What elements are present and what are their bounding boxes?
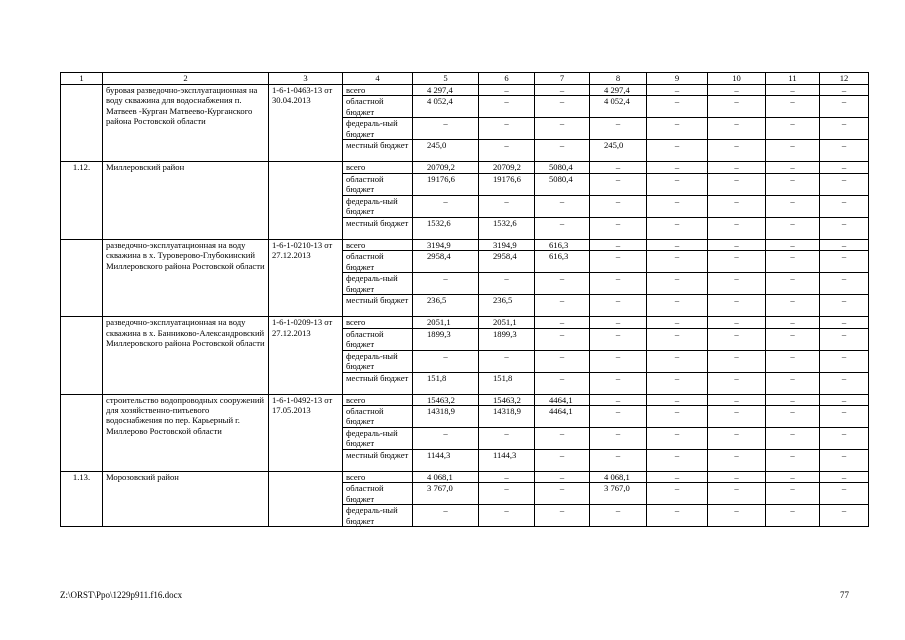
amount-cell: – [590,350,647,372]
amount-cell: – [820,450,869,472]
amount-cell: – [820,118,869,140]
amount-cell: – [590,406,647,428]
amount-cell: – [590,239,647,250]
amount-cell: – [590,173,647,195]
amount-cell: – [766,140,820,162]
amount-cell: 3194,9 [479,239,535,250]
amount-cell: 1899,3 [413,328,479,350]
amount-cell: 14318,9 [479,406,535,428]
document-code: 1-6-1-0210-13 от 27.12.2013 [269,239,343,316]
amount-cell: – [590,328,647,350]
column-header: 9 [647,73,708,85]
amount-cell: – [766,118,820,140]
amount-cell: – [479,140,535,162]
amount-cell: 4 052,4 [590,96,647,118]
amount-cell: 14318,9 [413,406,479,428]
amount-cell: – [413,505,479,527]
amount-cell: 19176,6 [479,173,535,195]
budget-total-label: всего [343,317,413,328]
amount-cell: – [708,406,766,428]
amount-cell: – [647,118,708,140]
amount-cell: – [535,140,590,162]
table-row [61,85,869,96]
amount-cell: 4 297,4 [590,85,647,96]
table-body [61,73,869,527]
amount-cell: – [766,162,820,173]
amount-cell: 5080,4 [535,162,590,173]
amount-cell: – [766,273,820,295]
budget-federal-label: федераль-ный бюджет [343,350,413,372]
amount-cell: 1899,3 [479,328,535,350]
amount-cell: – [766,173,820,195]
amount-cell: – [590,217,647,239]
item-number [61,85,103,162]
column-header: 6 [479,73,535,85]
amount-cell: – [535,472,590,483]
amount-cell: 236,5 [413,295,479,317]
amount-cell: – [708,195,766,217]
amount-cell: – [766,217,820,239]
amount-cell: – [647,472,708,483]
amount-cell: – [820,239,869,250]
amount-cell: – [647,428,708,450]
amount-cell: – [708,472,766,483]
amount-cell: – [820,251,869,273]
amount-cell: – [647,483,708,505]
column-header: 8 [590,73,647,85]
item-number [61,317,103,394]
budget-total-label: всего [343,162,413,173]
column-header: 12 [820,73,869,85]
budget-local-label: местный бюджет [343,372,413,394]
amount-cell: – [766,372,820,394]
budget-total-label: всего [343,394,413,405]
amount-cell: – [590,295,647,317]
amount-cell: – [647,162,708,173]
amount-cell: – [479,85,535,96]
amount-cell: – [766,96,820,118]
table-row [61,317,869,328]
column-header: 1 [61,73,103,85]
amount-cell: – [479,96,535,118]
amount-cell: 1532,6 [479,217,535,239]
amount-cell: – [413,118,479,140]
amount-cell: – [820,428,869,450]
item-number: 1.13. [61,472,103,527]
column-header: 5 [413,73,479,85]
amount-cell: – [479,350,535,372]
amount-cell: – [535,428,590,450]
amount-cell: – [708,162,766,173]
amount-cell: – [766,317,820,328]
amount-cell: – [413,428,479,450]
amount-cell: 616,3 [535,239,590,250]
amount-cell: 245,0 [590,140,647,162]
document-code [269,472,343,527]
amount-cell: 3 767,0 [590,483,647,505]
amount-cell: – [535,328,590,350]
amount-cell: – [647,217,708,239]
amount-cell: – [535,217,590,239]
amount-cell: – [820,173,869,195]
item-name: Миллеровский район [103,162,269,239]
amount-cell: – [820,162,869,173]
amount-cell: – [413,350,479,372]
document-code: 1-6-1-0492-13 от 17.05.2013 [269,394,343,471]
column-header: 7 [535,73,590,85]
amount-cell: – [820,140,869,162]
amount-cell: – [708,483,766,505]
amount-cell: – [820,273,869,295]
amount-cell: – [647,273,708,295]
amount-cell: – [647,239,708,250]
budget-federal-label: федераль-ный бюджет [343,273,413,295]
amount-cell: – [479,472,535,483]
table-row [61,394,869,405]
amount-cell: – [820,472,869,483]
amount-cell: 20709,2 [479,162,535,173]
amount-cell: – [766,350,820,372]
amount-cell: – [535,372,590,394]
footer-file-path: Z:\ORST\Ppo\1229p911.f16.docx [60,590,183,600]
amount-cell: – [708,96,766,118]
column-header: 3 [269,73,343,85]
amount-cell: – [708,317,766,328]
amount-cell: – [590,372,647,394]
item-name: буровая разведочно-эксплуатационная на воду скважина для водоснабжения п. Матвеев -Курган Матвеево-Курганского района Ростовской области [103,85,269,162]
amount-cell: 1532,6 [413,217,479,239]
amount-cell: 616,3 [535,251,590,273]
amount-cell: – [708,505,766,527]
amount-cell: – [708,328,766,350]
amount-cell: – [708,428,766,450]
budget-regional-label: областной бюджет [343,251,413,273]
amount-cell: 151,8 [479,372,535,394]
amount-cell: – [647,295,708,317]
budget-regional-label: областной бюджет [343,173,413,195]
amount-cell: – [820,328,869,350]
amount-cell: – [647,140,708,162]
amount-cell: – [590,273,647,295]
amount-cell: – [766,239,820,250]
amount-cell: – [708,239,766,250]
amount-cell: – [535,85,590,96]
amount-cell: – [708,140,766,162]
table-row [61,239,869,250]
amount-cell: 2051,1 [479,317,535,328]
amount-cell: – [479,195,535,217]
amount-cell: – [766,394,820,405]
amount-cell: – [647,350,708,372]
amount-cell: – [535,505,590,527]
amount-cell: 2051,1 [413,317,479,328]
amount-cell: – [479,428,535,450]
amount-cell: – [535,96,590,118]
budget-regional-label: областной бюджет [343,406,413,428]
budget-local-label: местный бюджет [343,295,413,317]
amount-cell: 2958,4 [479,251,535,273]
amount-cell: – [590,118,647,140]
budget-regional-label: областной бюджет [343,483,413,505]
table-row [61,162,869,173]
budget-regional-label: областной бюджет [343,328,413,350]
item-name: Морозовский район [103,472,269,527]
column-header: 2 [103,73,269,85]
amount-cell: – [647,406,708,428]
column-header: 11 [766,73,820,85]
amount-cell: – [647,96,708,118]
amount-cell: 5080,4 [535,173,590,195]
document-code: 1-6-1-0463-13 от 30.04.2013 [269,85,343,162]
amount-cell: – [820,317,869,328]
table-row [61,472,869,483]
budget-local-label: местный бюджет [343,450,413,472]
amount-cell: – [647,195,708,217]
amount-cell: 1144,3 [479,450,535,472]
amount-cell: – [708,173,766,195]
budget-total-label: всего [343,472,413,483]
amount-cell: – [647,328,708,350]
amount-cell: – [708,450,766,472]
amount-cell: – [590,450,647,472]
amount-cell: 236,5 [479,295,535,317]
item-number: 1.12. [61,162,103,239]
amount-cell: – [479,273,535,295]
amount-cell: – [708,273,766,295]
amount-cell: – [647,394,708,405]
amount-cell: – [590,428,647,450]
amount-cell: 151,8 [413,372,479,394]
amount-cell: – [413,273,479,295]
amount-cell: – [766,450,820,472]
amount-cell: – [479,483,535,505]
amount-cell: – [820,195,869,217]
amount-cell: – [820,505,869,527]
budget-federal-label: федераль-ный бюджет [343,195,413,217]
amount-cell: 1144,3 [413,450,479,472]
amount-cell: – [535,295,590,317]
amount-cell: 20709,2 [413,162,479,173]
amount-cell: – [820,394,869,405]
amount-cell: – [766,195,820,217]
amount-cell: – [647,251,708,273]
budget-federal-label: федераль-ный бюджет [343,505,413,527]
amount-cell: – [820,406,869,428]
column-header: 10 [708,73,766,85]
amount-cell: 4 068,1 [413,472,479,483]
amount-cell: 15463,2 [413,394,479,405]
amount-cell: – [708,85,766,96]
amount-cell: – [820,96,869,118]
footer-page-number: 77 [840,590,849,600]
budget-local-label: местный бюджет [343,217,413,239]
amount-cell: – [590,394,647,405]
amount-cell: – [708,350,766,372]
amount-cell: – [647,85,708,96]
amount-cell: – [647,317,708,328]
amount-cell: – [766,505,820,527]
amount-cell: – [766,328,820,350]
amount-cell: – [820,295,869,317]
amount-cell: – [535,483,590,505]
header-row [61,73,869,85]
amount-cell: – [820,350,869,372]
funding-table [60,72,869,527]
amount-cell: – [708,251,766,273]
item-number [61,239,103,316]
item-name: разведочно-эксплуатационная на воду скважина в х. Туроверово-Глубокинский Миллеровского района Ростовской области [103,239,269,316]
amount-cell: 4 297,4 [413,85,479,96]
amount-cell: – [708,118,766,140]
amount-cell: 15463,2 [479,394,535,405]
budget-federal-label: федераль-ный бюджет [343,118,413,140]
amount-cell: 2958,4 [413,251,479,273]
document-code: 1-6-1-0209-13 от 27.12.2013 [269,317,343,394]
amount-cell: – [479,505,535,527]
amount-cell: – [535,118,590,140]
amount-cell: – [708,217,766,239]
amount-cell: 245,0 [413,140,479,162]
amount-cell: – [647,173,708,195]
amount-cell: – [413,195,479,217]
budget-total-label: всего [343,85,413,96]
amount-cell: – [479,118,535,140]
amount-cell: – [820,217,869,239]
budget-total-label: всего [343,239,413,250]
budget-local-label: местный бюджет [343,140,413,162]
amount-cell: – [535,273,590,295]
amount-cell: – [766,406,820,428]
amount-cell: – [708,295,766,317]
amount-cell: – [647,505,708,527]
amount-cell: – [820,85,869,96]
amount-cell: – [535,350,590,372]
budget-regional-label: областной бюджет [343,96,413,118]
amount-cell: 4464,1 [535,406,590,428]
amount-cell: – [590,195,647,217]
amount-cell: – [535,195,590,217]
amount-cell: 4 068,1 [590,472,647,483]
amount-cell: – [647,372,708,394]
amount-cell: 19176,6 [413,173,479,195]
amount-cell: 3194,9 [413,239,479,250]
document-code [269,162,343,239]
budget-federal-label: федераль-ный бюджет [343,428,413,450]
amount-cell: – [766,85,820,96]
amount-cell: – [590,251,647,273]
amount-cell: – [708,372,766,394]
amount-cell: – [590,505,647,527]
amount-cell: – [647,450,708,472]
amount-cell: 4 052,4 [413,96,479,118]
amount-cell: 4464,1 [535,394,590,405]
amount-cell: – [590,317,647,328]
amount-cell: – [766,251,820,273]
amount-cell: – [535,317,590,328]
amount-cell: – [766,428,820,450]
column-header: 4 [343,73,413,85]
amount-cell: – [820,372,869,394]
amount-cell: – [535,450,590,472]
item-number [61,394,103,471]
amount-cell: – [820,483,869,505]
amount-cell: – [708,394,766,405]
item-name: разведочно-эксплуатационная на воду скважина в х. Банниково-Александровский Миллеровского района Ростовской области [103,317,269,394]
amount-cell: – [766,295,820,317]
amount-cell: – [590,162,647,173]
amount-cell: 3 767,0 [413,483,479,505]
amount-cell: – [766,472,820,483]
amount-cell: – [766,483,820,505]
item-name: строительство водопроводных сооружений для хозяйственно-питьевого водоснабжения по пер. Карьерный г. Миллерово Ростовской области [103,394,269,471]
